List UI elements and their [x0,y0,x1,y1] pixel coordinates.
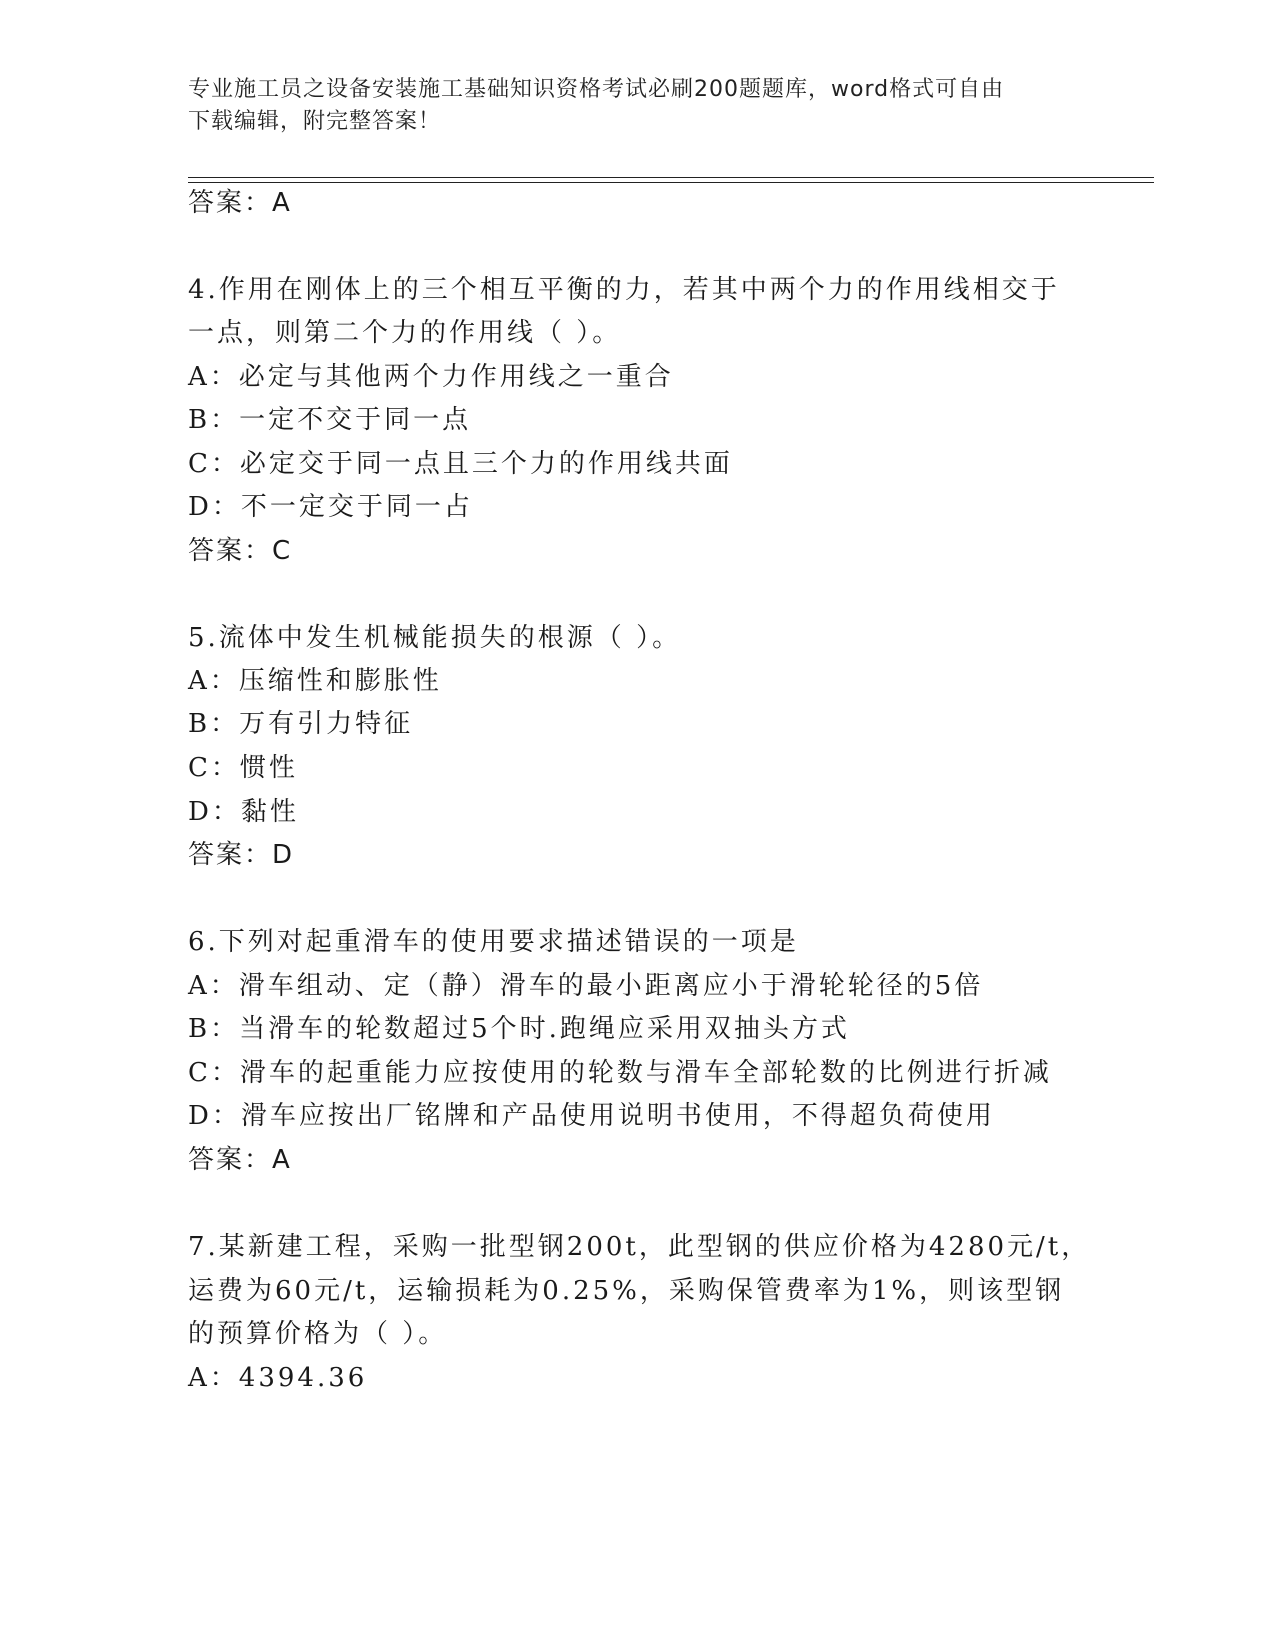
q5-option-d: D：黏性 [188,797,299,827]
answer-previous: 答案：A [188,188,292,218]
q4-option-d: D：不一定交于同一占 [188,492,473,522]
header-divider-top [188,177,1154,178]
q6-option-a: A：滑车组动、定（静）滑车的最小距离应小于滑轮轮径的5倍 [188,971,984,1001]
q6-option-d: D：滑车应按出厂铭牌和产品使用说明书使用，不得超负荷使用 [188,1101,995,1131]
q5-option-b: B：万有引力特征 [188,709,414,739]
q4-option-c: C：必定交于同一点且三个力的作用线共面 [188,449,733,479]
q4-option-a: A：必定与其他两个力作用线之一重合 [188,362,674,392]
header-title-line-2: 下载编辑，附完整答案！ [188,109,442,134]
q5-option-c: C：惯性 [188,753,298,783]
q5-answer: 答案：D [188,840,295,870]
document-header [188,74,1068,138]
header-divider-bottom [188,182,1154,183]
q7-stem-line-2: 运费为60元/t，运输损耗为0.25%，采购保管费率为1%，则该型钢 [188,1276,1065,1306]
q6-answer: 答案：A [188,1145,292,1175]
q4-stem-line-2: 一点，则第二个力的作用线（ ）。 [188,318,622,348]
q5-option-a: A：压缩性和膨胀性 [188,666,442,696]
q7-stem-line-3: 的预算价格为（ ）。 [188,1319,448,1349]
q4-option-b: B：一定不交于同一点 [188,405,472,435]
header-title-line-1: 专业施工员之设备安装施工基础知识资格考试必刷200题题库，word格式可自由 [188,77,1005,102]
q6-option-b: B：当滑车的轮数超过5个时.跑绳应采用双抽头方式 [188,1014,850,1044]
q5-stem-line-1: 5.流体中发生机械能损失的根源（ ）。 [188,623,682,653]
q4-stem-line-1: 4.作用在刚体上的三个相互平衡的力，若其中两个力的作用线相交于 [188,275,1060,305]
q4-answer: 答案：C [188,536,293,566]
q6-stem-line-1: 6.下列对起重滑车的使用要求描述错误的一项是 [188,927,799,957]
q6-option-c: C：滑车的起重能力应按使用的轮数与滑车全部轮数的比例进行折减 [188,1058,1052,1088]
q7-stem-line-1: 7.某新建工程，采购一批型钢200t，此型钢的供应价格为4280元/t， [188,1232,1091,1262]
q7-option-a: A：4394.36 [188,1363,368,1393]
